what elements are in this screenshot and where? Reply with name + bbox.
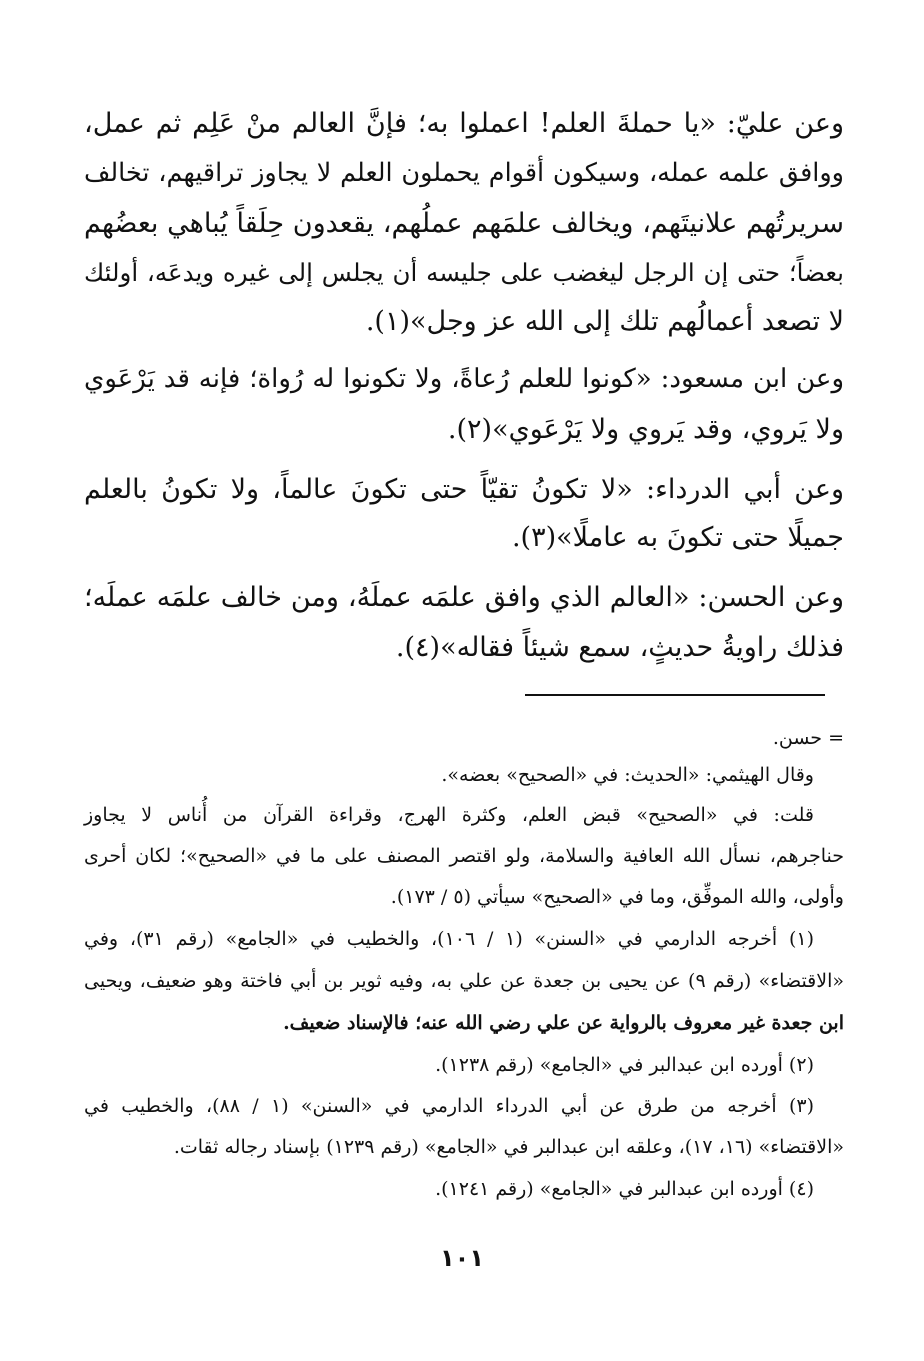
footnote-line-comment-1: قلت: في «الصحيح» قبض العلم، وكثرة الهرج، وقراءة القرآن من أُناس لا يجاوز bbox=[84, 804, 814, 826]
paragraph-3-line-2: جميلًا حتى تكونَ به عاملًا»(٣). bbox=[511, 522, 844, 553]
footnote-3-line-2: «الاقتضاء» (١٦، ١٧)، وعلقه ابن عبدالبر في «الجامع» (رقم ١٢٣٩) بإسناد رجاله ثقات. bbox=[173, 1136, 844, 1158]
footnote-3-line-1: (٣) أخرجه من طرق عن أبي الدرداء الدارمي في «السنن» (١ / ٨٨)، والخطيب في bbox=[84, 1095, 815, 1117]
paragraph-2-line-1: وعن ابن مسعود: «كونوا للعلم رُعاةً، ولا تكونوا له رُواة؛ فإنه قد يَرْعَوي bbox=[84, 364, 844, 394]
paragraph-4-line-2: فذلك راويةُ حديثٍ، سمع شيئاً فقاله»(٤). bbox=[395, 632, 844, 663]
page-number: ١٠١ bbox=[440, 1244, 484, 1272]
paragraph-1-line-2: ووافق علمه عمله، وسيكون أقوام يحملون العلم لا يجاوز تراقيهم، تخالف bbox=[84, 158, 844, 188]
paragraph-1-line-4: بعضاً؛ حتى إن الرجل ليغضب على جليسه أن يجلس إلى غيره ويدعَه، أولئك bbox=[84, 258, 844, 287]
footnote-4: (٤) أورده ابن عبدالبر في «الجامع» (رقم ١٢٤١). bbox=[435, 1178, 814, 1200]
footnote-1-line-1: (١) أخرجه الدارمي في «السنن» (١ / ١٠٦)، والخطيب في «الجامع» (رقم ٣١)، وفي bbox=[84, 928, 814, 950]
footnote-2: (٢) أورده ابن عبدالبر في «الجامع» (رقم ١٢٣٨). bbox=[435, 1054, 814, 1076]
footnote-separator bbox=[525, 694, 825, 696]
paragraph-1-line-1: وعن عليّ: «يا حملةَ العلم! اعملوا به؛ فإنَّ العالم منْ عَلِم ثم عمل، bbox=[84, 108, 844, 139]
footnote-1-line-2: «الاقتضاء» (رقم ٩) عن يحيى بن جعدة عن علي به، وفيه ثوير بن أبي فاختة وهو ضعيف، ويحيى bbox=[84, 970, 845, 992]
footnote-line-haythami: وقال الهيثمي: «الحديث: في «الصحيح» بعضه». bbox=[441, 764, 814, 786]
paragraph-1-line-3: سريرتُهم علانيتَهم، ويخالف علمَهم عملُهم، يقعدون حِلَقاً يُباهي بعضُهم bbox=[84, 208, 844, 239]
paragraph-2-line-2: ولا يَروي، وقد يَروي ولا يَرْعَوي»(٢). bbox=[447, 414, 844, 445]
footnote-1-line-3: ابن جعدة غير معروف بالرواية عن علي رضي الله عنه؛ فالإسناد ضعيف. bbox=[283, 1012, 844, 1034]
footnote-line-comment-3: وأولى، والله الموفِّق، وما في «الصحيح» سيأتي (٥ / ١٧٣). bbox=[390, 886, 844, 908]
footnote-line-continuation: = حسن. bbox=[772, 727, 844, 749]
paragraph-1-line-5: لا تصعد أعمالُهم تلك إلى الله عز وجل»(١). bbox=[365, 306, 844, 337]
paragraph-4-line-1: وعن الحسن: «العالم الذي وافق علمَه عملَهُ، ومن خالف علمَه عملَه؛ bbox=[84, 582, 844, 613]
footnote-line-comment-2: حناجرهم، نسأل الله العافية والسلامة، ولو اقتصر المصنف على ما في «الصحيح»؛ لكان أحرى bbox=[84, 845, 844, 867]
paragraph-3-line-1: وعن أبي الدرداء: «لا تكونُ تقيّاً حتى تكونَ عالماً، ولا تكونُ بالعلم bbox=[84, 474, 844, 505]
